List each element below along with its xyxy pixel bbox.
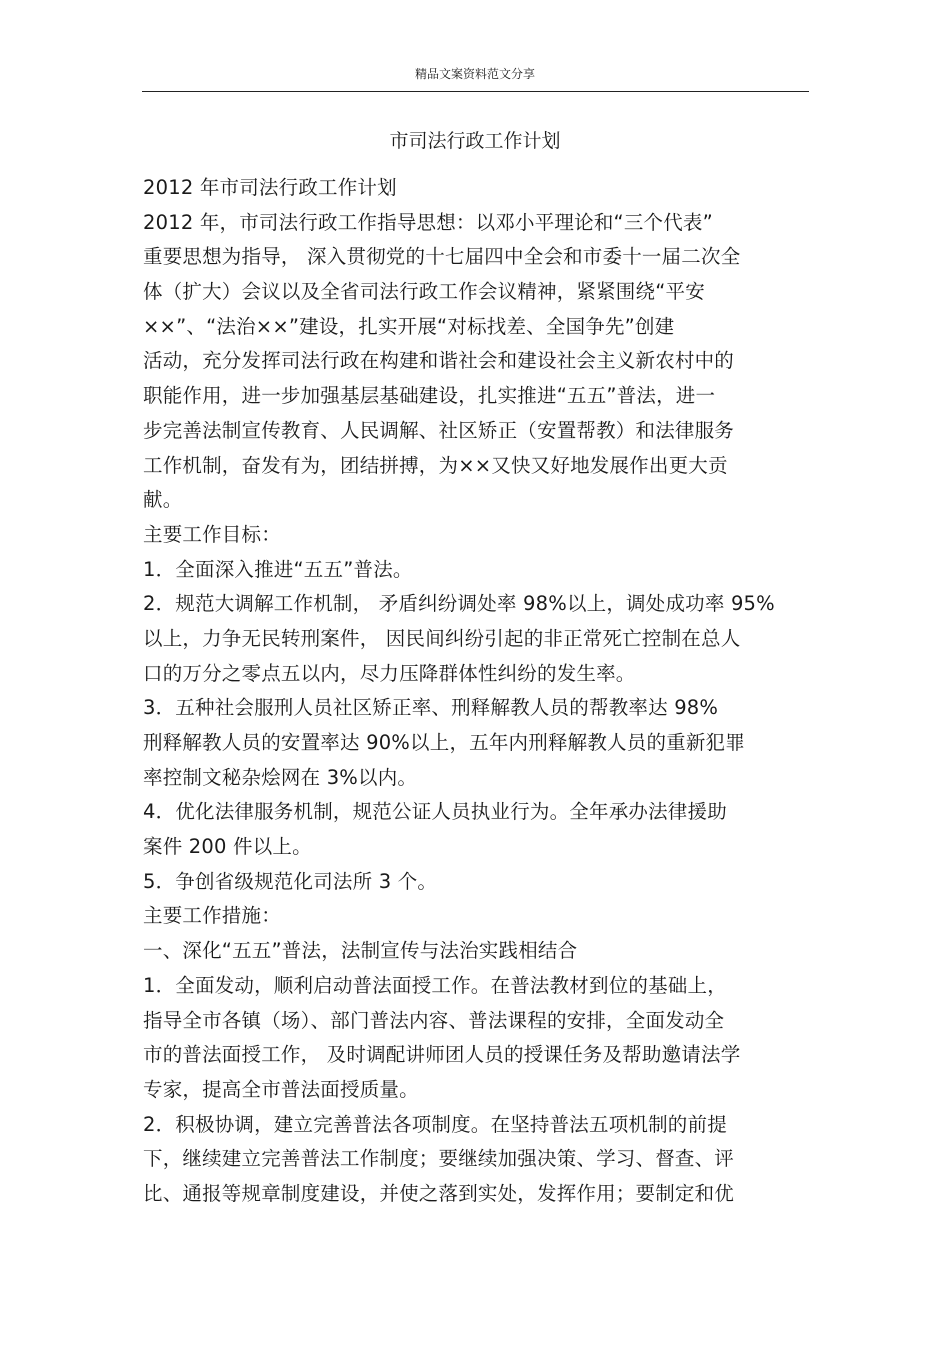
text-line: 一、深化“五五”普法，法制宣传与法治实践相结合 [143, 939, 578, 963]
text-line: 5．争创省级规范化司法所 3 个。 [143, 869, 438, 893]
text-line: 1．全面发动，顺利启动普法面授工作。在普法教材到位的基础上， [143, 973, 727, 997]
text-line: 市的普法面授工作， 及时调配讲师团人员的授课任务及帮助邀请法学 [143, 1043, 741, 1067]
text-line: 以上，力争无民转刑案件， 因民间纠纷引起的非正常死亡控制在总人 [143, 626, 741, 650]
text-line: 职能作用，进一步加强基层基础建设，扎实推进“五五”普法，进一 [143, 384, 716, 408]
text-line: 率控制文秘杂烩网在 3%以内。 [143, 765, 418, 789]
text-line: 比、通报等规章制度建设，并使之落到实处，发挥作用；要制定和优 [143, 1181, 735, 1205]
text-line: 献。 [143, 488, 183, 512]
text-line: 体（扩大）会议以及全省司法行政工作会议精神，紧紧围绕“平安 [143, 280, 705, 304]
text-line: 主要工作目标： [143, 522, 281, 546]
text-line: 2012 年市司法行政工作计划 [143, 176, 397, 199]
text-line: 口的万分之零点五以内，尽力压降群体性纠纷的发生率。 [143, 661, 636, 685]
document-title: 市司法行政工作计划 [389, 130, 561, 152]
page-header: 精品文案资料范文分享 [414, 67, 535, 81]
text-line: 4．优化法律服务机制，规范公证人员执业行为。全年承办法律援助 [143, 800, 727, 824]
text-line: 下，继续建立完善普法工作制度；要继续加强决策、学习、督查、评 [143, 1147, 735, 1171]
header-divider [142, 91, 809, 92]
text-line: 1．全面深入推进“五五”普法。 [143, 557, 413, 581]
text-line: 活动，充分发挥司法行政在构建和谐社会和建设社会主义新农村中的 [143, 349, 735, 373]
text-line: ××”、“法治××”建设，扎实开展“对标找差、全国争先”创建 [143, 314, 675, 338]
text-line: 案件 200 件以上。 [143, 835, 312, 859]
text-line: 2012 年，市司法行政工作指导思想：以邓小平理论和“三个代表” [143, 210, 713, 234]
text-line: 主要工作措施： [143, 904, 281, 928]
text-line: 2．规范大调解工作机制， 矛盾纠纷调处率 98%以上，调处成功率 95% [143, 592, 775, 616]
document-body [143, 171, 823, 1212]
text-line: 3．五种社会服刑人员社区矫正率、刑释解教人员的帮教率达 98% [143, 696, 719, 720]
text-line: 专家，提高全市普法面授质量。 [143, 1077, 419, 1101]
text-line: 刑释解教人员的安置率达 90%以上，五年内刑释解教人员的重新犯罪 [143, 731, 745, 754]
text-line: 工作机制，奋发有为，团结拼搏，为××又快又好地发展作出更大贡 [143, 453, 728, 477]
text-line: 2．积极协调，建立完善普法各项制度。在坚持普法五项机制的前提 [143, 1112, 727, 1136]
text-line: 指导全市各镇（场）、部门普法内容、普法课程的安排，全面发动全 [143, 1008, 725, 1032]
text-line: 步完善法制宣传教育、人民调解、社区矫正（安置帮教）和法律服务 [143, 418, 735, 442]
text-line: 重要思想为指导， 深入贯彻党的十七届四中全会和市委十一届二次全 [143, 245, 741, 269]
